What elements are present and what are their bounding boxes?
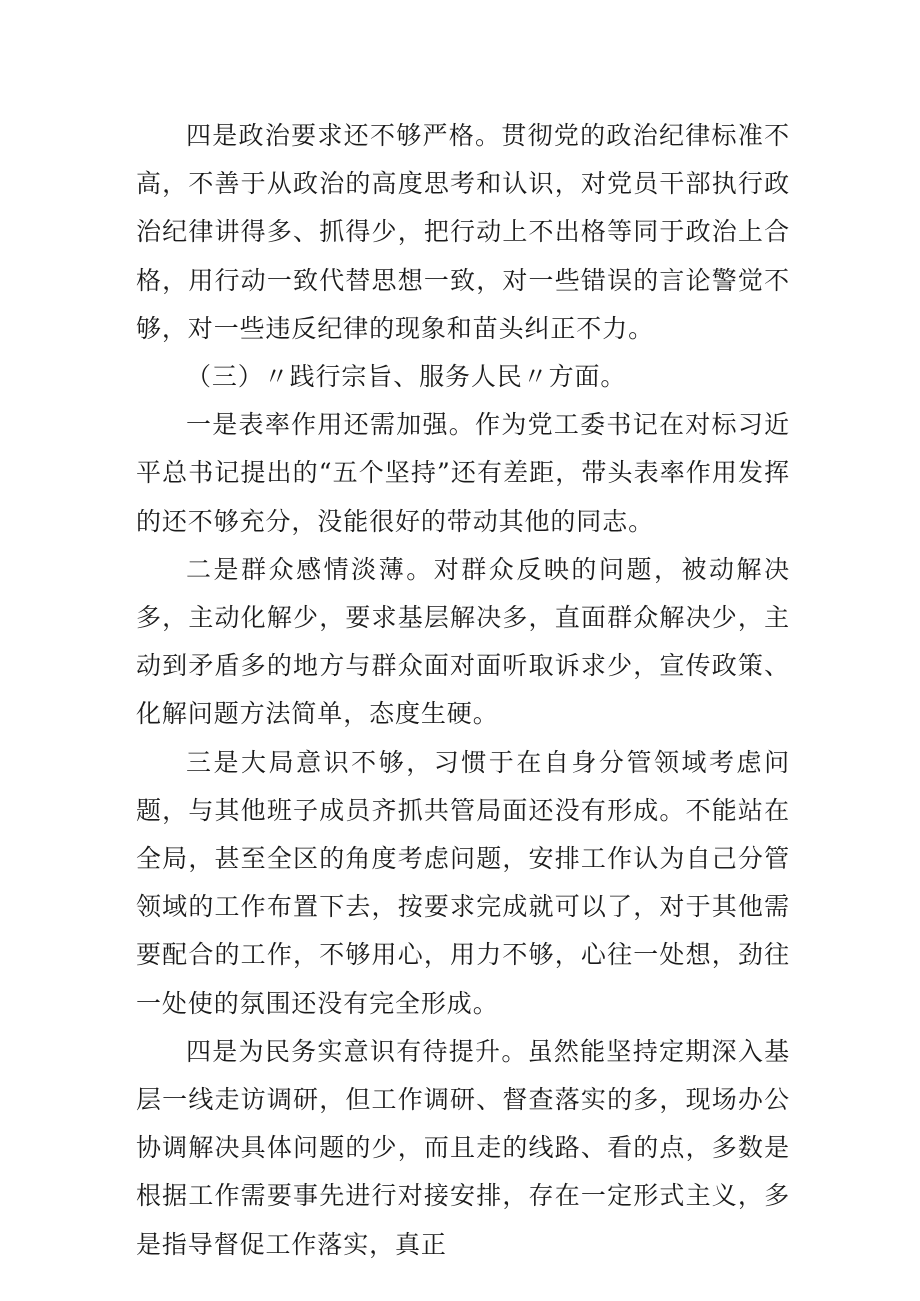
paragraph-exemplary-role: 一是表率作用还需加强。作为党工委书记在对标习近平总书记提出的“五个坚持”还有差距，带头表率作用发挥的还不够充分，没能很好的带动其他的同志。 [136,410,790,536]
paragraph-overall-awareness: 三是大局意识不够，习惯于在自身分管领域考虑问题，与其他班子成员齐抓共管局面还没有形成。不能站在全局，甚至全区的角度考虑问题，安排工作认为自己分管领域的工作布置下去，按要求完成就可以了，对于其他需要配合的工作，不够用心，用力不够，心往一处想，劲往一处使的氛围还没有完全形成。 [136,747,790,1018]
paragraph-mass-sentiment: 二是群众感情淡薄。对群众反映的问题，被动解决多，主动化解少，要求基层解决多，直面群众解决少，主动到矛盾多的地方与群众面对面听取诉求少，宣传政策、化解问题方法简单，态度生硬。 [136,554,790,729]
section-heading-serve-people: （三）〃践行宗旨、服务人民〃方面。 [186,362,627,392]
paragraph-political-requirements: 四是政治要求还不够严格。贯彻党的政治纪律标准不高，不善于从政治的高度思考和认识，对党员干部执行政治纪律讲得多、抓得少，把行动上不出格等同于政治上合格，用行动一致代替思想一致，对一些错误的言论警觉不够，对一些违反纪律的现象和苗头纠正不力。 [136,121,790,343]
paragraph-practical-service: 四是为民务实意识有待提升。虽然能坚持定期深入基层一线走访调研，但工作调研、督查落实的多，现场办公协调解决具体问题的少，而且走的线路、看的点，多数是根据工作需要事先进行对接安排，存在一定形式主义，多是指导督促工作落实，真正 [136,1036,790,1259]
document-body [136,112,790,1269]
